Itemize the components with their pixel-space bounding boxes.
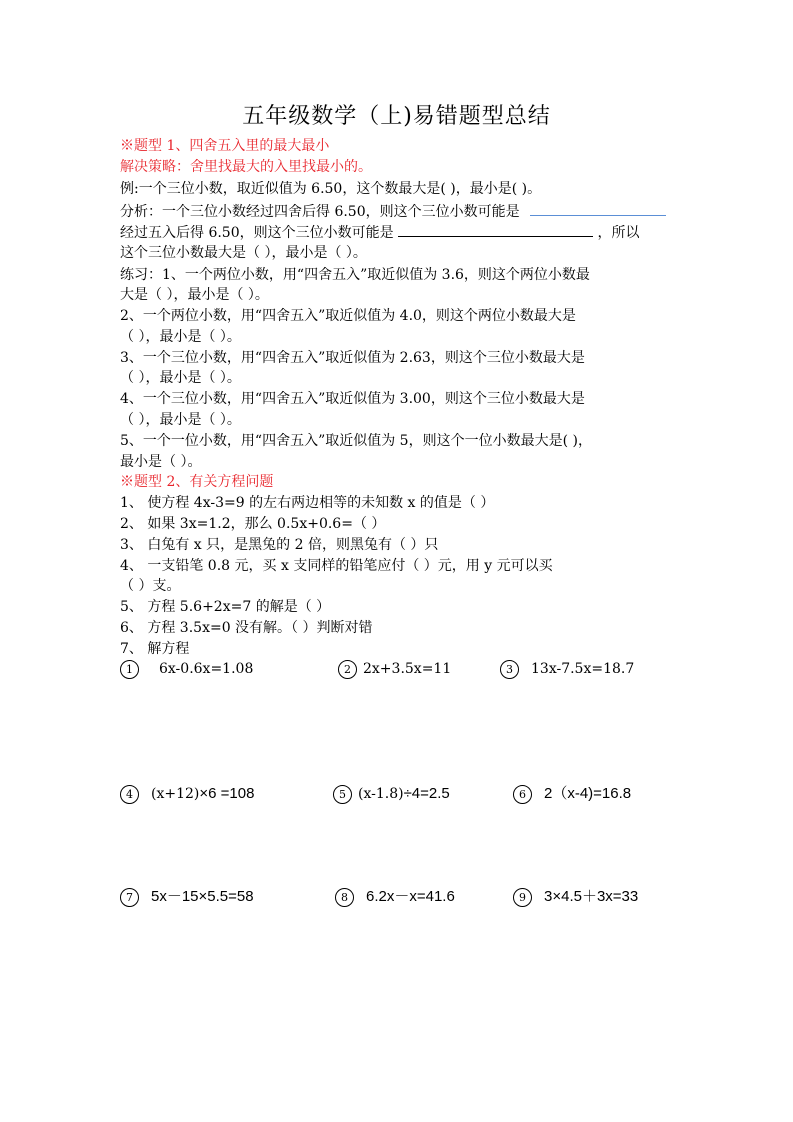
circled-number: 3 <box>500 660 519 679</box>
analysis-line-2 <box>120 222 640 243</box>
analysis-text-1: 分析：一个三位小数经过四舍后得 6.50，则这个三位小数可能是 <box>120 204 520 220</box>
equation-5 <box>333 784 450 804</box>
equation-6 <box>513 784 631 804</box>
question-2: 2、 如果 3x=1.2，那么 0.5x+0.6=（ ） <box>120 516 386 532</box>
question-7: 7、 解方程 <box>120 641 190 657</box>
equation-4 <box>120 784 254 804</box>
practice-4a: 4、一个三位小数，用“四舍五入”取近似值为 3.00，则这个三位小数最大是 <box>120 391 585 407</box>
analysis-line-3: 这个三位小数最大是（ ），最小是（ ）。 <box>120 245 367 261</box>
practice-3a: 3、一个三位小数，用“四舍五入”取近似值为 2.63，则这个三位小数最大是 <box>120 350 585 366</box>
circled-number: 5 <box>333 785 352 804</box>
example-line: 例:一个三位小数，取近似值为 6.50，这个数最大是( )，最小是( )。 <box>120 181 542 197</box>
circled-number: 4 <box>120 785 139 804</box>
answer-blank[interactable] <box>398 222 593 237</box>
practice-1a: 练习：1、一个两位小数，用“四舍五入”取近似值为 3.6，则这个两位小数最 <box>120 267 590 283</box>
equation-text: 2（x-4)=16.8 <box>544 785 632 802</box>
circled-number: 6 <box>513 785 532 804</box>
equation-1 <box>120 659 253 679</box>
equation-2 <box>338 659 451 679</box>
analysis-text-2a: 经过五入后得 6.50，则这个三位小数可能是 <box>120 225 394 241</box>
question-3: 3、 白兔有 x 只，是黑兔的 2 倍，则黑兔有（ ）只 <box>120 537 439 553</box>
equation-text: 2x+3.5x=11 <box>363 661 452 677</box>
equation-8 <box>335 887 455 907</box>
section2-heading: ※题型 2、有关方程问题 <box>120 474 274 490</box>
practice-2b: （ ），最小是（ ）。 <box>120 329 241 345</box>
question-6: 6、 方程 3.5x=0 没有解。（ ）判断对错 <box>120 620 373 636</box>
answer-blank[interactable] <box>530 201 666 216</box>
question-4a: 4、 一支铅笔 0.8 元，买 x 支同样的铅笔应付（ ）元，用 y 元可以买 <box>120 558 553 574</box>
practice-1b: 大是（ ），最小是（ ）。 <box>120 287 269 303</box>
section1-heading: ※题型 1、四舍五入里的最大最小 <box>120 138 330 154</box>
practice-2a: 2、一个两位小数，用“四舍五入”取近似值为 4.0，则这个两位小数最大是 <box>120 308 576 324</box>
circled-number: 9 <box>513 888 532 907</box>
equation-7 <box>120 887 254 907</box>
question-1: 1、 使方程 4x-3=9 的左右两边相等的未知数 x 的值是（ ） <box>120 495 495 511</box>
equation-text: 6x-0.6x=1.08 <box>159 661 254 677</box>
equation-3 <box>500 659 634 679</box>
circled-number: 8 <box>335 888 354 907</box>
equation-9 <box>513 887 638 907</box>
equation-text: 5x－15×5.5=58 <box>151 888 254 905</box>
page-title: 五年级数学（上)易错题型总结 <box>242 104 551 129</box>
analysis-text-2b: ，所以 <box>597 225 640 241</box>
equation-text-b: ÷4=2.5 <box>403 785 450 802</box>
practice-4b: （ ），最小是（ ）。 <box>120 412 241 428</box>
section1-strategy: 解决策略：舍里找最大的入里找最小的。 <box>120 159 372 175</box>
question-4b: （ ）支。 <box>120 578 181 594</box>
equation-text-a: (x+12) <box>151 786 200 802</box>
equation-text-a: (x-1.8) <box>358 786 404 802</box>
circled-number: 7 <box>120 888 139 907</box>
circled-number: 1 <box>120 660 139 679</box>
circled-number: 2 <box>338 660 357 679</box>
equation-text: 13x-7.5x=18.7 <box>531 661 635 677</box>
practice-3b: （ ），最小是（ ）。 <box>120 370 241 386</box>
equation-text-b: ×6 =108 <box>199 785 255 802</box>
equation-text: 6.2x－x=41.6 <box>366 888 455 905</box>
practice-5b: 最小是（ ）。 <box>120 454 202 470</box>
question-5: 5、 方程 5.6+2x=7 的解是（ ） <box>120 599 331 615</box>
practice-5a: 5、一个一位小数，用“四舍五入”取近似值为 5，则这个一位小数最大是( )， <box>120 433 592 449</box>
equation-text: 3×4.5＋3x=33 <box>544 888 639 905</box>
analysis-line-1 <box>120 201 666 222</box>
